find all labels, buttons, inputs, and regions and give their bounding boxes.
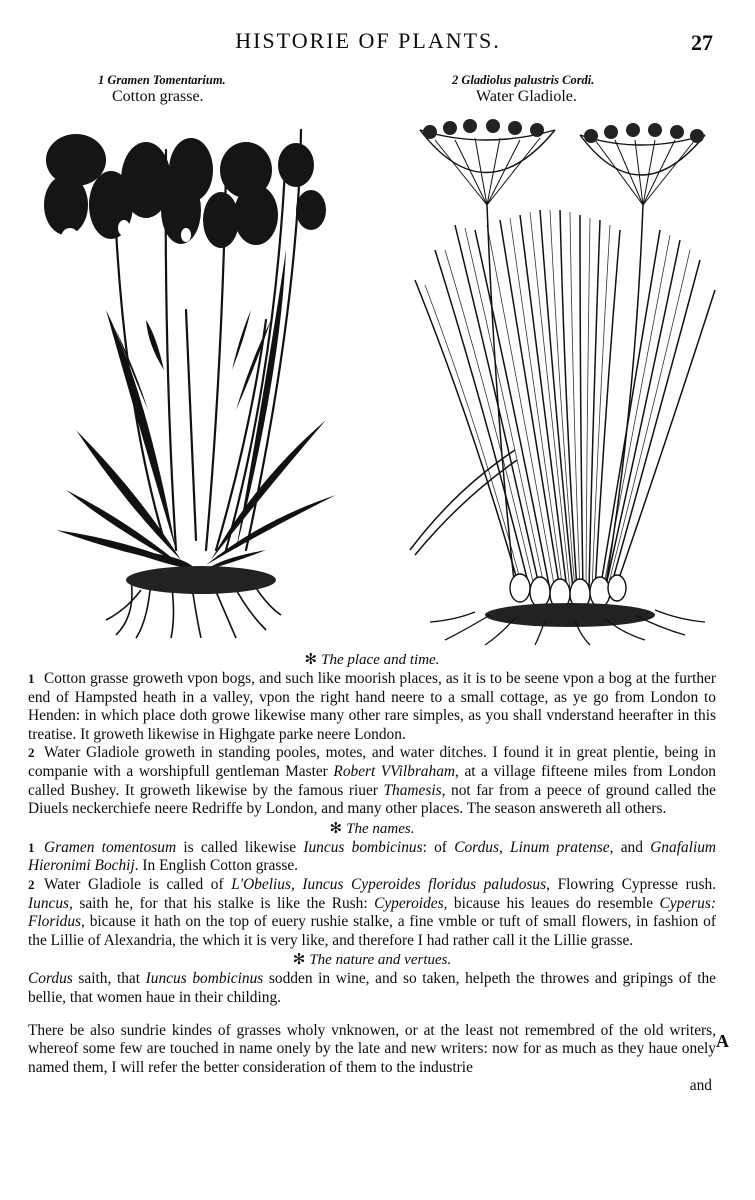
asterism-icon: ✻ [329,820,343,837]
paragraph-gap [28,1008,716,1022]
running-title: HISTORIE OF PLANTS. [235,28,501,53]
figure-caption-2 [452,72,594,105]
closing-paragraph: There be also sundrie kindes of grasses wholy vnknowen, or at the least not remembred of the old writers, whereof some few are touched in name onely by the late and new writers: now for as much as they haue onely named them, I will refer the better consideration of them to the industrie [28,1021,716,1076]
figure-1-latin-name: 1 Gramen Tomentarium. [98,73,226,87]
figure-2-english-name: Water Gladiole. [476,88,577,105]
heading-the-names: ✻ The names. [329,820,415,837]
margin-letter: A [716,1031,729,1051]
heading-nature-and-vertues: ✻ The nature and vertues. [292,952,452,969]
asterism-icon: ✻ [292,952,306,969]
figure-caption-1 [98,72,226,105]
page-header [0,28,755,58]
catchword: and [689,1077,712,1095]
place-paragraph-1: 1 Cotton grasse groweth vpon bogs, and such like moorish places, as it is to be seene vpon a bog at the further end of Hampsted heath in a valley, vpon the right hand neere to a small cottage, as ye go from London to Henden: in which place doth growe likewise many other rare simples, as you shall vnderstand heerafter in this treatise. It groweth likewise in Highgate parke neere London. [28,670,716,743]
place-paragraph-2: 2 Water Gladiole groweth in standing pooles, motes, and water ditches. I found it in great plentie, being in companie with a worshipfull gentleman Master Robert VVilbraham, at a village fifteene miles from London called Bushey. It groweth likewise by the famous riuer Thamesis, not far from a peece of ground called the Diuels neckerchiefe neere Redriffe by London, and many other places. The season answereth all others. [28,744,716,818]
vertues-paragraph: Cordus saith, that Iuncus bombicinus sodden in wine, and so taken, helpeth the throwes and gripings of the bellie, that women haue in their childing. [28,970,716,1006]
names-paragraph-1: 1 Gramen tomentosum is called likewise Iuncus bombicinus: of Cordus, Linum pratense, and Gnafalium Hieronimi Bochij. In English Cotton grasse. [28,838,717,875]
body-text [28,650,716,1095]
asterism-icon: ✻ [304,652,318,668]
names-paragraph-2: 2 Water Gladiole is called of L'Obelius, Iuncus Cyperoides floridus paludosus, Flowring Cypresse rush. Iuncus, saith he, for that his stalke is like the Rush: Cyperoides, bicause his leaues do resemble Cyperus: Floridus, bicause it hath on the top of euery rushie stalke, a fine vmble or tuft of small flowers, in fashion of the Lillie of Alexandria, the which it is very like, and therefore I had rather call it the Lillie grasse. [28,875,716,949]
figure-1-english-name: Cotton grasse. [112,88,204,105]
cotton-grass-woodcut [36,110,356,640]
figure-2-latin-name: 2 Gladiolus palustris Cordi. [452,73,595,87]
page-number: 27 [691,30,713,55]
heading-place-and-time: ✻ The place and time. [304,652,440,668]
water-gladiole-woodcut [405,110,725,650]
